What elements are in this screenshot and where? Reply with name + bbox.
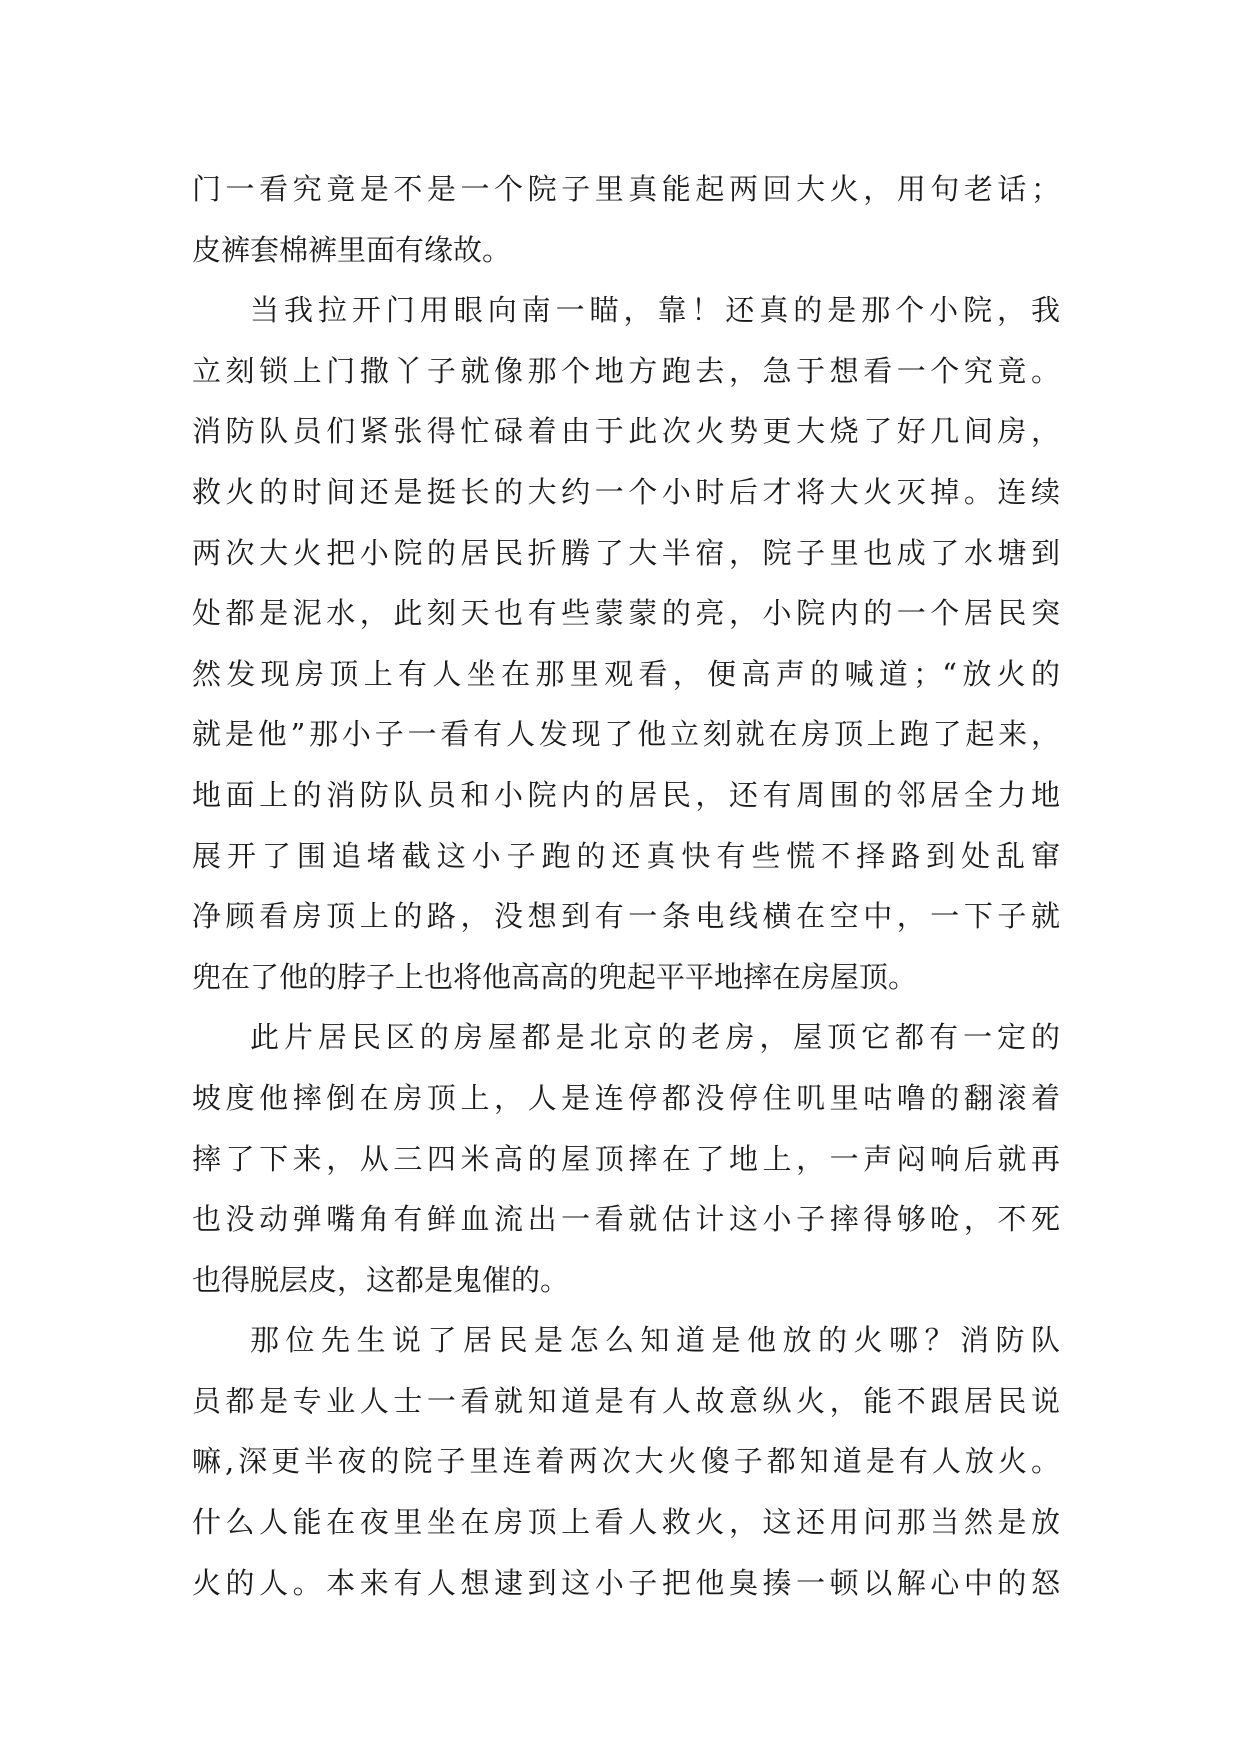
text-line: 也得脱层皮，这都是鬼催的。 (192, 1262, 570, 1297)
text-line: 就是他”那小子一看有人发现了他立刻就在房顶上跑了起来， (192, 717, 1060, 752)
text-line: 门一看究竟是不是一个院子里真能起两回大火，用句老话； (192, 172, 1060, 206)
text-line: 然发现房顶上有人坐在那里观看，便高声的喊道；“放火的 (192, 656, 1060, 691)
text-line: 皮裤套棉裤里面有缘故。 (192, 232, 512, 267)
text-line: 那位先生说了居民是怎么知道是他放的火哪？消防队 (250, 1323, 1060, 1358)
text-line: 坡度他摔倒在房顶上，人是连停都没停住叽里咕噜的翻滚着 (192, 1080, 1060, 1115)
text-line: 兜在了他的脖子上也将他高高的兜起平平地摔在房屋顶。 (192, 959, 918, 994)
text-line: 也没动弹嘴角有鲜血流出一看就估计这小子摔得够呛，不死 (192, 1202, 1060, 1237)
text-line: 地面上的消防队员和小院内的居民，还有周围的邻居全力地 (192, 777, 1060, 812)
text-line: 火的人。本来有人想逮到这小子把他臭揍一顿以解心中的怒 (192, 1565, 1060, 1600)
text-line: 此片居民区的房屋都是北京的老房，屋顶它都有一定的 (250, 1020, 1060, 1055)
text-line: 员都是专业人士一看就知道是有人故意纵火，能不跟居民说 (192, 1383, 1060, 1418)
text-line: 什么人能在夜里坐在房顶上看人救火，这还用问那当然是放 (192, 1505, 1060, 1540)
text-line: 处都是泥水，此刻天也有些蒙蒙的亮，小院内的一个居民突 (192, 596, 1060, 631)
text-line: 展开了围追堵截这小子跑的还真快有些慌不择路到处乱窜 (192, 838, 1060, 873)
text-line: 净顾看房顶上的路，没想到有一条电线横在空中，一下子就 (192, 899, 1060, 934)
text-line: 立刻锁上门撒丫子就像那个地方跑去，急于想看一个究竟。 (192, 353, 1060, 388)
text-line: 当我拉开门用眼向南一瞄，靠！还真的是那个小院，我 (250, 293, 1060, 328)
text-line: 救火的时间还是挺长的大约一个小时后才将大火灭掉。连续 (192, 474, 1060, 509)
text-line: 消防队员们紧张得忙碌着由于此次火势更大烧了好几间房， (192, 414, 1060, 449)
text-line: 两次大火把小院的居民折腾了大半宿，院子里也成了水塘到 (192, 535, 1060, 570)
text-line: 嘛,深更半夜的院子里连着两次大火傻子都知道是有人放火。 (192, 1444, 1060, 1479)
text-line: 摔了下来，从三四米高的屋顶摔在了地上，一声闷响后就再 (192, 1141, 1060, 1176)
document-body (192, 159, 1060, 1613)
